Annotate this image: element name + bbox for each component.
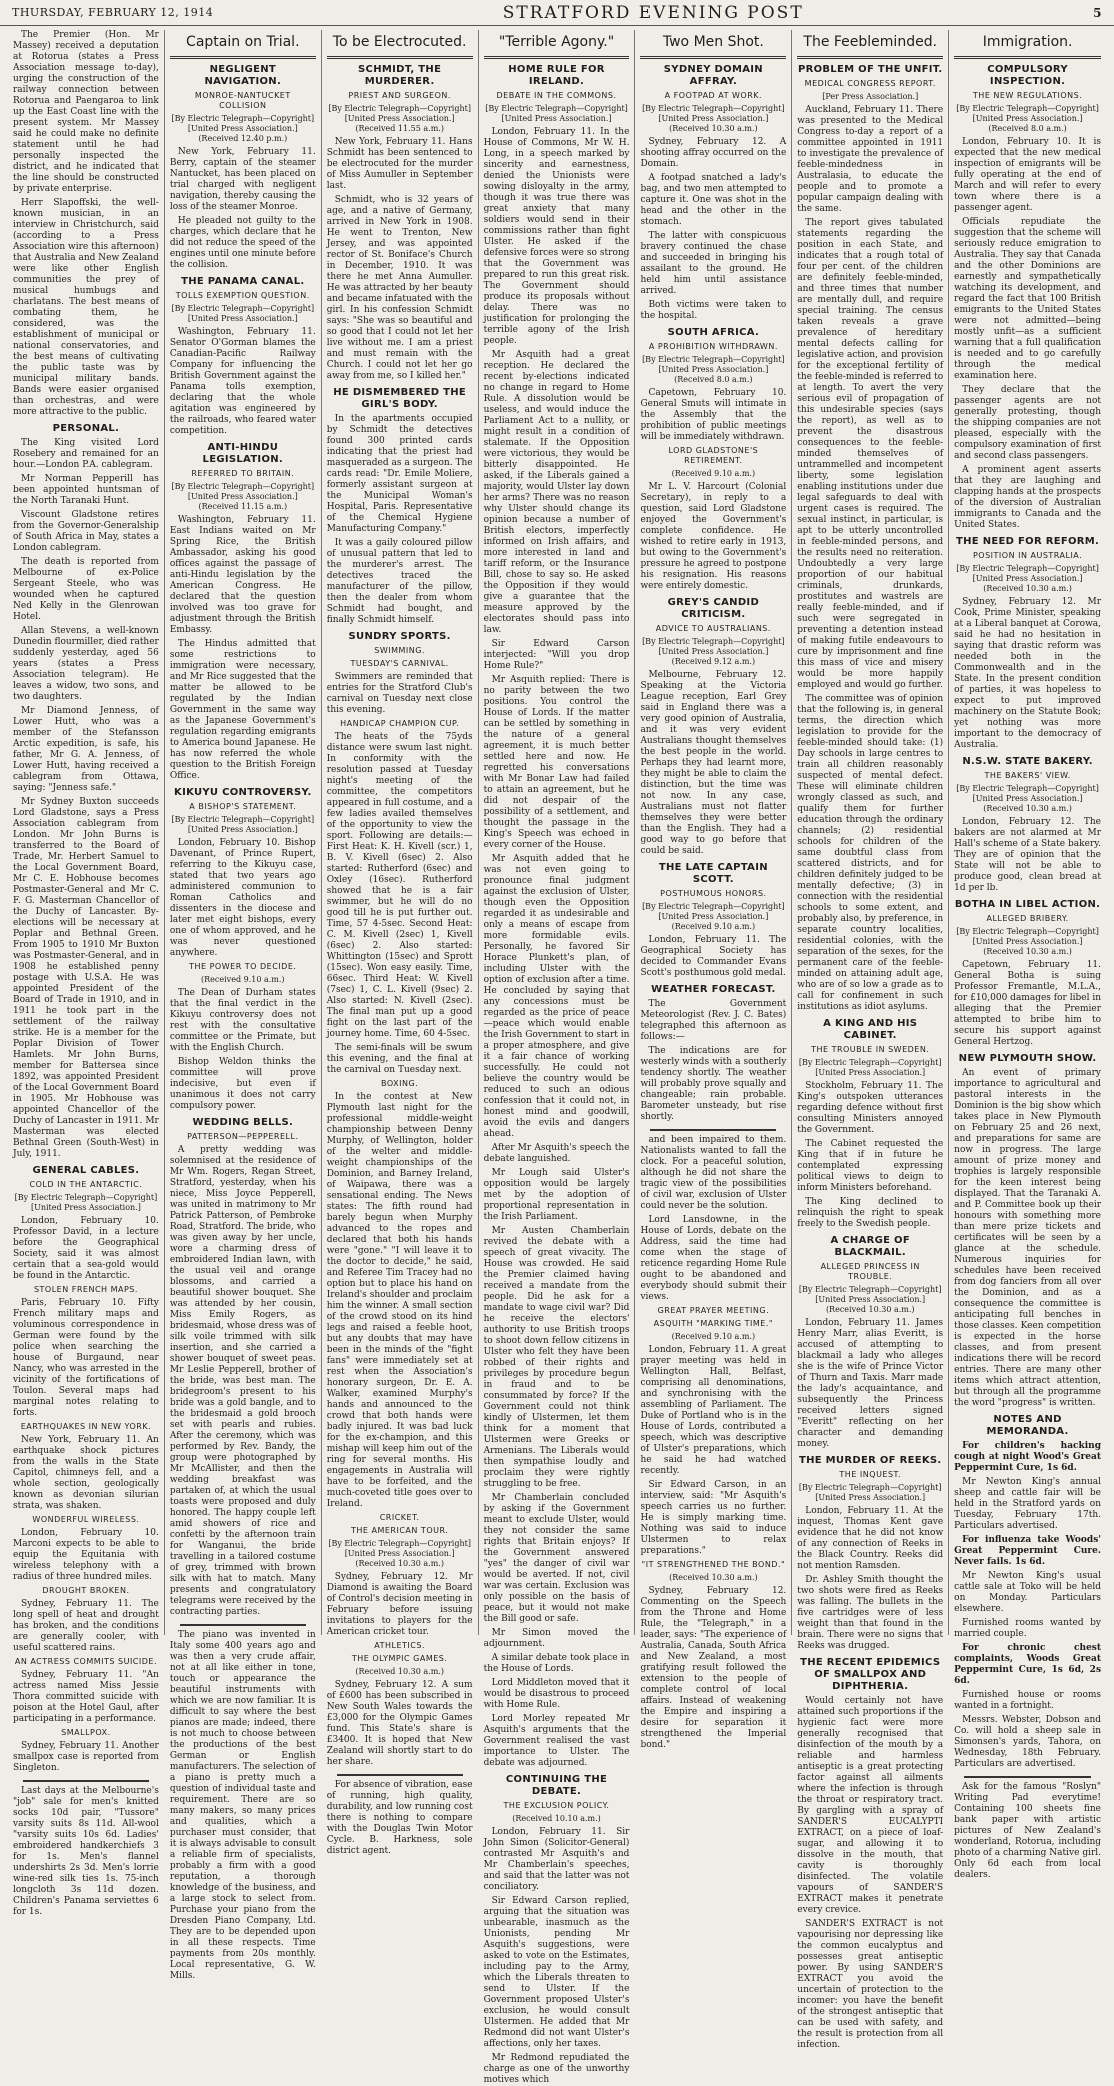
wire-credit: [By Electric Telegraph—Copyright] [United Press Association.] (Received 10.30 a.m.)	[956, 784, 1099, 813]
article-heading: SOUTH AFRICA.	[667, 327, 760, 338]
article-subheading: ALLEGED BRIBERY.	[986, 914, 1069, 923]
article-paragraph: Mr Austen Chamberlain revived the debate with a speech of great vivacity. The House was crowded. He said the Premier claimed having received a mandate from the people. Did he ask for a mandate to wage civil war? Did he receive the electors' authority to use British troops to shoot down fellow citizens in Ulster who felt they have been robbed of their rights and privileges by procedure begun in fraud and to be consummated by force? If the Government could not think kindly of Ulstermen, let them think for a moment that Ulstermen were Greeks or Armenians. The Liberals would then sympathise loudly and proclaim they were rightly struggling to be free.	[483, 1226, 630, 1489]
article-heading: NEGLIGENT NAVIGATION.	[204, 64, 282, 87]
article-paragraph: New York, February 11. Hans Schmidt has been sentenced to be electrocuted for the murder of Miss Aumuller in September last.	[326, 137, 473, 191]
wire-credit: [By Electric Telegraph—Copyright] [United Press Association.] (Received 9.12 a.m.)	[642, 637, 785, 666]
article-paragraph: Stockholm, February 11. The King's outspoken utterances regarding defence without first consulting Ministers annoyed the Government.	[797, 1081, 944, 1135]
wire-credit: [By Electric Telegraph—Copyright] [United Press Association.]	[798, 1058, 942, 1077]
article-paragraph: Sydney, February 12. A shooting affray occurred on the Domain.	[640, 137, 787, 169]
article-heading: THE RECENT EPIDEMICS OF SMALLPOX AND DIPHTHERIA.	[800, 1657, 941, 1692]
article-heading: N.S.W. STATE BAKERY.	[962, 756, 1093, 767]
divider	[964, 1776, 1091, 1778]
article-paragraph: Washington, February 11. East Indians waited on Mr Spring Rice, the British Ambassador, asking his good offices against the passage of anti-Hindu legislation by the American Congress. He declared that the question involved was too grave for adjustment through the British Embassy.	[169, 515, 316, 635]
column-headline: Captain on Trial.	[170, 30, 316, 59]
article-paragraph: For absence of vibration, ease of running, high quality, durability, and low running cost there is nothing to compare with the Douglas Twin Motor Cycle. B. Harkness, sole district agent.	[326, 1780, 473, 1856]
article-subheading: CRICKET.	[379, 1513, 420, 1522]
article-paragraph: A similar debate took place in the House of Lords.	[483, 1653, 630, 1674]
divider	[180, 1624, 306, 1626]
article-paragraph: For children's hacking cough at night Wood's Great Peppermint Cure, 1s 6d.	[954, 1441, 1102, 1473]
article-paragraph: Sydney, February 12. Mr Cook, Prime Minister, speaking at a Liberal banquet at Corowa, said he had no hesitation in saying that drastic reform was needed both in the Commonwealth and in the State. In the present condition of parties, it was hopeless to expect to put improved machinery on the Statute Book; yet nothing was more important to the democracy of Australia.	[954, 597, 1102, 750]
article-heading: HE DISMEMBERED THE GIRL'S BODY.	[333, 387, 467, 410]
article-heading: SYDNEY DOMAIN AFFRAY.	[663, 64, 763, 87]
article-paragraph: The Cabinet requested the King that if in future he contemplated expressing political views to deign to inform Ministers beforehand.	[797, 1139, 944, 1193]
article-paragraph: London, February 11. James Henry Marr, alias Everitt, is accused of attempting to blackmail a lady who alleges she is the wife of Prince Victor of Thurn and Taxis. Marr made the lady's acquaintance, and subsequently the Princess received letters signed "Everitt" reflecting on her character and demanding money.	[797, 1318, 944, 1449]
article-paragraph: Sydney, February 12. Commenting on the Speech from the Throne and Home Rule, the "Telegraph," in a leader, says: "The experience of Australia, Canada, South Africa and New Zealand, a most gratifying result followed the extension to the people of complete control of local affairs. Instead of weakening the Empire and inspiring a desire for separation it strengthened the Imperial bond."	[640, 1586, 787, 1750]
article-subheading: PATTERSON—PEPPERELL.	[187, 1132, 299, 1141]
column-7	[949, 30, 1106, 1880]
article-paragraph: London, February 10. Bishop Davenant, of Prince Rupert, referring to the Kikuyu case, stated that two years ago administered communion to Roman Catholics and dissenters in the diocese and later met eight bishops, every one of whom approved, and he was never questioned anywhere.	[169, 838, 316, 958]
article-subheading: WONDERFUL WIRELESS.	[32, 1515, 140, 1524]
article-paragraph: Sydney, February 12. Mr Diamond is awaiting the Board of Control's decision meeting in February before issuing invitations to players for the American cricket tour.	[326, 1572, 473, 1637]
article-paragraph: Capetown, February 10. General Smuts will intimate in the Assembly that the prohibition of public meetings will be immediately withdrawn.	[640, 388, 787, 442]
article-paragraph: Sydney, February 11. "An actress named Miss Jessie Thora committed suicide with poison at the Hotel Gaul, after participating in a performance.	[13, 1670, 159, 1724]
article-heading: WEATHER FORECAST.	[651, 984, 776, 995]
article-paragraph: The indications are for westerly winds with a southerly tendency shortly. The weather will probably prove squally and changeable; rain probable. Barometer unsteady, but rise shortly.	[640, 1046, 787, 1122]
article-subheading: STOLEN FRENCH MAPS.	[33, 1285, 138, 1294]
article-paragraph: Melbourne, February 12. Speaking at the Victoria League reception, Earl Grey said in England there was a very good opinion of Australia, and it was very evident Australians thought themselves the best people in the world. Perhaps they had learnt more, they might be able to claim the distinction, but the time was not now. In any case, Australians must not flatter themselves they were better than the English. They had a good way to go before that could be said.	[640, 670, 787, 856]
article-paragraph: The Premier (Hon. Mr Massey) received a deputation at Rotorua (states a Press Association message to-day), urging the construction of the railway connection between Rotorua and Paengaroa to link up the East Coast line with the present system. Mr Massey said he could make no definite statement until he had personally inspected the district, and he indicated that the line should be constructed by private enterprise.	[13, 30, 159, 194]
article-subheading: A FOOTPAD AT WORK.	[664, 91, 763, 100]
wire-credit: [By Electric Telegraph—Copyright] [United Press Association.] (Received 10.30 a.m.)	[642, 104, 785, 133]
article-paragraph: The Government Meteorologist (Rev. J. C. Bates) telegraphed this afternoon as follows:—	[640, 999, 787, 1042]
article-subheading: MONROE-NANTUCKET COLLISION	[194, 91, 291, 110]
article-subheading: EARTHQUAKES IN NEW YORK.	[20, 1422, 152, 1431]
article-paragraph: Last days at the Melbourne's "job" sale for men's knitted socks 10d pair, "Tussore" varsity suits 8s 11d. All-wool "varsity suits 10s 6d. Ladies' embroidered handkerchiefs 3 for 1s. Men's flannel undershirts 2s 3d. Men's lorrie wine-red silk ties 1s. 75-inch longcloth 3s 11d dozen. Children's Panama serviettes 6 for 1s.	[13, 1786, 159, 1917]
article-paragraph: Lord Middleton moved that it would be disastrous to proceed with Home Rule.	[483, 1678, 630, 1710]
article-heading: PERSONAL.	[52, 423, 120, 434]
article-subheading: DROUGHT BROKEN.	[42, 1586, 130, 1595]
article-paragraph: A pretty wedding was solemnised at the residence of Mr Wm. Rogers, Regan Street, Stratford, yesterday, when his niece, Miss Joyce Pepperell, was united in matrimony to Mr Patrick Patterson, of Pembroke Road, Stratford. The bride, who was given away by her uncle, wore a charming dress of embroidered Indian lawn, with the usual veil and orange blossoms, and carried a beautiful shower bouquet. She was attended by her cousin, Miss Emily Rogers, as bridesmaid, whose dress was of silk voile trimmed with silk insertion, and she carried a shower bouquet of sweet peas. Mr Leslie Pepperell, brother of the bride, was best man. The bridegroom's present to his bride was a gold bangle, and to the bridesmaid a gold brooch set with pearls and rubies. After the ceremony, which was performed by Rev. Bandy, the group were photographed by Mr McAllister, and then the wedding breakfast was partaken of, at which the usual toasts were proposed and duly honored. The happy couple left amid showers of rice and confetti by the afternoon train for Wanganui, the bride travelling in a tailored costume of grey, trimmed with brown silk with hat to match. Many presents and congratulatory telegrams were received by the contracting parties.	[169, 1145, 316, 1617]
article-paragraph: An event of primary importance to agricultural and pastoral interests in the Dominion is the big show which takes place in New Plymouth on February 25 and 26 next, and preparations for same are now in progress. The large amount of prize money and trophies is largely responsible for the keen interest being displayed. That the Taranaki A. and P. Committee book up their honours with something more than mere prize tickets and certificates will be seen by a glance at the schedule. Numerous inquiries for schedules have been received from dog fanciers from all over the Dominion, and as a consequence the committee is anticipating full benches in those classes. Keen competition is expected in the horse classes, and from present indications there will be record entries. There are many other items which attract attention, but through all the programme the word "progress" is written.	[954, 1068, 1102, 1408]
columns-container	[8, 30, 1106, 2085]
column-2	[165, 30, 322, 1981]
article-paragraph: Mr Chamberlain concluded by asking if the Government meant to exclude Ulster, would they not consider the same rights that Britain enjoys? If the Government answered "yes" the danger of civil war would be averted. If not, civil war was certain. Exclusion was only possible on the basis of peace, but it would not make the Bill good or safe.	[483, 1493, 630, 1624]
article-paragraph: Mr Asquith replied: There is no parity between the two positions. You control the House of Lords. If the matter can be settled by something in the nature of a general agreement, it is much better settled here and now. He regretted his conversations with Mr Bonar Law had failed to attain an agreement, but he did not despair of the possibility of a settlement, and thought the passage in the King's Speech was echoed in every corner of the House.	[483, 675, 630, 850]
divider	[650, 1129, 776, 1131]
column-headline: "Terrible Agony."	[484, 30, 630, 59]
article-paragraph: London, February 10. It is expected that the new medical inspection of emigrants will be fully operating at the end of March and will refer to every town where there is a passenger agent.	[954, 137, 1102, 213]
article-paragraph: Sydney, February 11. Another smallpox case is reported from Singleton.	[13, 1741, 159, 1773]
article-subheading: ATHLETICS.	[374, 1641, 425, 1650]
wire-credit: [By Electric Telegraph—Copyright] [United Press Association.]	[798, 1483, 942, 1502]
article-paragraph: Mr Newton King's annual sheep and cattle fair will be held in the Stratford yards on Tuesday, February 17th. Particulars advertised.	[954, 1477, 1102, 1531]
article-paragraph: A prominent agent asserts that they are laughing and clapping hands at the prospects of the diversion of Australian immigrants to Canada and the United States.	[954, 465, 1102, 530]
article-subheading: PRIEST AND SURGEON.	[348, 91, 451, 100]
wire-credit: [By Electric Telegraph—Copyright] [United Press Association.] (Received 9.10 a.m.)	[642, 902, 785, 931]
article-paragraph: Sydney, February 12. A sum of £600 has been subscribed in New South Wales towards the £3,000 for the Olympic Games fund. This State's share is £3400. It is hoped that New Zealand will shortly start to do her share.	[326, 1680, 473, 1767]
article-paragraph: Mr Lough said Ulster's opposition would be largely met by the adoption of proportional representation in the Irish Parliament.	[483, 1168, 630, 1222]
article-paragraph: Lord Lansdowne, in the House of Lords, debate on the Address, said the time had come when the stage of reticence regarding Home Rule ought to be abandoned and everybody should submit their views.	[640, 1215, 787, 1302]
article-heading: HOME RULE FOR IRELAND.	[508, 64, 605, 87]
article-subheading: GREAT PRAYER MEETING.	[657, 1306, 770, 1315]
article-heading: ANTI-HINDU LEGISLATION.	[202, 442, 284, 465]
article-paragraph: Sir Edward Carson interjected: "Will you drop Home Rule?"	[483, 639, 630, 671]
article-subheading: POSITION IN AUSTRALIA.	[972, 551, 1083, 560]
article-paragraph: London, February 11. A great prayer meeting was held in Wellington Hall, Belfast, comprising all denominations, and synchronising with the assembling of Parliament. The Duke of Portland who is in the House of Lords, contributed a speech, which was descriptive of Ulster's preparations, which he said he had watched recently.	[640, 1345, 787, 1476]
column-headline: Two Men Shot.	[640, 30, 786, 59]
article-paragraph: A footpad snatched a lady's bag, and two men attempted to capture it. One was shot in the head and the other in the stomach.	[640, 173, 787, 227]
wire-credit: [By Electric Telegraph—Copyright] [United Press Association.] (Received 11.55 a.m.)	[328, 104, 471, 133]
article-subheading: THE NEW REGULATIONS.	[972, 91, 1083, 100]
article-paragraph: Herr Slapoffski, the well-known musician, in an interview in Christchurch, said (according to a Press Association wire this afternoon) that Australia and New Zealand were like other English communities the prey of musical humbugs and charlatans. The best means of combating them, he considered, was the establishment of municipal or national conservatories, and the best means of cultivating the public taste was by municipal military bands. Bands were easier organised than orchestras, and were more attractive to the public.	[13, 198, 159, 417]
article-subheading: THE BAKERS' VIEW.	[984, 771, 1071, 780]
article-paragraph: Bishop Weldon thinks the committee will prove indecisive, but even if unanimous it does not carry compulsory power.	[169, 1057, 316, 1111]
article-paragraph: After Mr Asquith's speech the debate languished.	[483, 1143, 630, 1164]
article-heading: THE LATE CAPTAIN SCOTT.	[658, 862, 768, 885]
article-heading: THE NEED FOR REFORM.	[956, 536, 1100, 547]
article-subheading: A BISHOP'S STATEMENT.	[189, 802, 297, 811]
wire-credit: (Received 9.10 a.m.)	[671, 1332, 756, 1341]
article-subheading: THE EXCLUSION POLICY.	[503, 1801, 610, 1810]
wire-credit: (Received 10.30 a.m.)	[355, 1667, 444, 1676]
article-paragraph: London, February 11. Sir John Simon (Solicitor-General) contrasted Mr Asquith's and Mr Chamberlain's speeches, and said that the latter was not conciliatory.	[483, 1827, 630, 1892]
wire-credit: [By Electric Telegraph—Copyright] [United Press Association.] (Received 10.30 a.m.)	[798, 1285, 942, 1314]
article-subheading: HANDICAP CHAMPION CUP.	[340, 719, 460, 728]
article-subheading: MEDICAL CONGRESS REPORT.	[804, 79, 936, 88]
wire-credit: [By Electric Telegraph—Copyright] [United Press Association.] (Received 8.0 a.m.)	[956, 104, 1099, 133]
column-1	[8, 30, 165, 1917]
column-headline: Immigration.	[954, 30, 1101, 59]
article-paragraph: London, February 11. At the inquest, Thomas Kent gave evidence that he did not know of any connection of Reeks in the Black Country. Reeks did not mention Ramsden.	[797, 1506, 944, 1571]
article-paragraph: Capetown, February 11. General Botha is suing Professor Fremantle, M.L.A., for £10,000 damages for libel in alleging that the Premier attempted to bribe him to secure his support against General Hertzog.	[954, 960, 1102, 1047]
column-4	[479, 30, 636, 2085]
article-paragraph: Lord Morley repeated Mr Asquith's arguments that the Government realised the vast importance to Ulster. The debate was adjourned.	[483, 1714, 630, 1768]
article-subheading: THE POWER TO DECIDE.	[189, 962, 297, 971]
divider	[23, 1780, 149, 1782]
article-heading: PROBLEM OF THE UNFIT.	[797, 64, 943, 75]
article-subheading: THE OLYMPIC GAMES.	[351, 1654, 448, 1663]
article-paragraph: For chronic chest complaints, Woods Great Peppermint Cure, 1s 6d, 2s 6d.	[954, 1643, 1102, 1686]
article-subheading: "IT STRENGTHENED THE BOND."	[641, 1560, 786, 1569]
article-paragraph: SANDER'S EXTRACT is not vapourising nor depressing like the common eucalyptus and possesses great antiseptic power. By using SANDER'S EXTRACT you avoid the uncertain of protection to the incomer: you have the benefit of the strongest antiseptic that can be used with safety, and the result is protection from all infection.	[797, 1919, 944, 2050]
wire-credit: (Received 9.10 a.m.)	[201, 975, 285, 984]
wire-credit: (Received 10.30 a.m.)	[669, 1573, 758, 1582]
article-heading: NEW PLYMOUTH SHOW.	[958, 1053, 1097, 1064]
article-subheading: BOXING.	[381, 1079, 419, 1088]
wire-credit: [By Electric Telegraph—Copyright] [United Press Association.]	[485, 104, 628, 123]
article-paragraph: Mr Redmond repudiated the charge as one of the unworthy motives which	[483, 2053, 630, 2085]
article-subheading: AN ACTRESS COMMITS SUICIDE.	[14, 1657, 158, 1666]
wire-credit: [By Electric Telegraph—Copyright] [United Press Association.] (Received 11.15 a.m.)	[171, 482, 315, 511]
article-paragraph: London, February 11. In the House of Commons, Mr W. H. Long, in a speech marked by sincerity and earnestness, denied the Unionists were sowing disloyalty in the army, though it was true there was great anxiety that many soldiers would send in their commissions rather than fight Ulster. He asked if the defensive forces were so strong that the Government was prepared to run this great risk. The Government should produce its proposals without delay. There was no justification for prolonging the terrible agony of the Irish people.	[483, 127, 630, 346]
article-paragraph: The King declined to relinquish the right to speak freely to the Swedish people.	[797, 1197, 944, 1229]
article-paragraph: Furnished house or rooms wanted in a fortnight.	[954, 1690, 1102, 1711]
article-paragraph: In the contest at New Plymouth last night for the professional middle-weight championship between Denny Murphy, of Wellington, holder of the welter and middle-weight championships of the Dominion, and Barney Ireland, of Waipawa, there was a sensational ending. The News states: The fifth round had barely begun when Murphy advanced to the ropes and declared that both his hands were "gone." "I will leave it to the doctor to decide," he said, and Referee Tim Tracey had no option but to place his hand on Ireland's shoulder and proclaim him the winner. A small section of the crowd stood on its hind legs and raised a feeble hoot, but any doubts that may have been in the minds of the "fight fans" were immediately set at rest when the Association's honorary surgeon, Dr. E. A. Walker, examined Murphy's hands and announced to the crowd that both hands were badly injured. It was bad luck for the ex-champion, and this mishap will keep him out of the ring for several months. His engagements in Australia will have to be forfeited, and the much-coveted title goes over to Ireland.	[326, 1092, 473, 1509]
article-paragraph: Mr Asquith added that he was not even going to pronounce final judgment against the exclusion of Ulster, though even the Opposition regarded it as undesirable and only a means of escape from more formidable evils. Personally, he favored Sir Horace Plunkett's plan, of including Ulster with the option of exclusion after a time. He concluded by saying that any concessions must be regarded as the price of peace—peace which would enable the Irish Government to start in a proper atmosphere, and give it a fair chance of working successfully. He could not believe the country would be reduced to such an odious confession that it could not, in honest mind and goodwill, avoid the evils and dangers ahead.	[483, 854, 630, 1139]
wire-credit: (Received 9.10 a.m.)	[671, 469, 756, 478]
wire-credit: [By Electric Telegraph—Copyright] [United Press Association.]	[171, 815, 315, 834]
article-paragraph: Sir Edward Carson replied, arguing that the situation was unbearable, inasmuch as the Unionists, pending Mr Asquith's suggestions, were asked to vote on the Estimates, including pay to the Army, which the Liberals threaten to send to Ulster. If the Government proposed Ulster's exclusion, he would consult Ulstermen. He added that Mr Redmond did not want Ulster's affections, only her taxes.	[483, 1896, 630, 2049]
article-paragraph: The committee was of opinion that the following is, in general terms, the direction which legislation to provide for the feeble-minded should take: (1) Day schools in large centres to train all children reasonably suspected of mental defect. These will eliminate children wrongly classed as such, and qualify them for further education through the ordinary channels; (2) residential schools for children of the same doubtful class from scattered districts, and for children definitely judged to be mentally defective; (3) in connection with the residential schools to some extent, and probably also, by preference, in separate country localities, residential colonies, with the separation of the sexes, for the permanent care of the feeble-minded on attaining adult age, who are of so low a grade as to call for confinement in such institutions as idiot asylums.	[797, 694, 944, 1012]
article-paragraph: Allan Stevens, a well-known Dunedin flourmiller, died rather suddenly yesterday, aged 56 years (states a Press Association telegram). He leaves a widow, two sons, and two daughters.	[13, 626, 159, 702]
article-paragraph: Mr Simon moved the adjournment.	[483, 1628, 630, 1649]
article-paragraph: Mr Asquith had a great reception. He declared the recent by-elections indicated no change in regard to Home Rule. A dissolution would be useless, and would induce the Parliament Act to a nullity, or might result in a condition of stalemate. If the Opposition were victorious, they would be bitterly disappointed. He asked, if the Liberals gained a majority, would Ulster lay down her arms? There was no reason why Ulster should change its opinion because a number of British electors, imperfectly informed on Irish affairs, and more interested in land and tariff reform, or the Insurance Bill, chose to say so. He asked the Opposition if they would give a guarantee that the measure approved by the electorates should pass into law.	[483, 350, 630, 635]
article-paragraph: Swimmers are reminded that entries for the Stratford Club's carnival on Tuesday next close this evening.	[326, 672, 473, 715]
article-paragraph: For influenza take Woods' Great Peppermint Cure. Never fails. 1s 6d.	[954, 1535, 1102, 1567]
wire-credit: (Received 10.10 a.m.)	[512, 1814, 601, 1823]
article-subheading: THE AMERICAN TOUR.	[351, 1526, 449, 1535]
article-paragraph: In the apartments occupied by Schmidt the detectives found 300 printed cards indicating that the priest had masqueraded as a surgeon. The cards read: "Dr. Emile Moliere, formerly assistant surgeon at the Municipal Woman's Hospital, Paris. Representative of the Chemical Hygiene Manufacturing Company."	[326, 414, 473, 534]
wire-credit: [By Electric Telegraph—Copyright] [United Press Association.] (Received 10.30 a.m.)	[328, 1539, 471, 1568]
wire-credit: [By Electric Telegraph—Copyright] [United Press Association.] (Received 8.0 a.m.)	[642, 355, 785, 384]
article-paragraph: Officials repudiate the suggestion that the scheme will seriously reduce emigration to Australia. They say that Canada and the other Dominions are earnestly and sympathetically watching its development, and regard the fact that 100 British emigrants to the United States were not admitted—being mostly unfit—as a sufficient warning that a full qualification is needed and to go carefully through the medical examination here.	[954, 217, 1102, 381]
article-paragraph: Mr Sydney Buxton succeeds Lord Gladstone, says a Press Association cablegram from London. Mr John Burns is transferred to the Board of Trade, Mr. Herbert Samuel to the Local Government Board, Mr C. E. Hobhouse becomes Postmaster-General and Mr C. F. G. Masterman Chancellor of the Duchy of Lancaster. By-elections will be necessary at Poplar and Bethnal Green. From 1905 to 1910 Mr Buxton was Postmaster-General, and in 1908 he established penny postage with U.S.A. He was appointed President of the Board of Trade in 1910, and in 1911 he took part in the settlement of the railway strike. He is a member for the Poplar Division of Tower Hamlets. Mr John Burns, member for Battersea since 1892, was appointed President of the Local Government Board in 1905. Mr Hobhouse was appointed Chancellor of the Duchy of Lancaster in 1911. Mr Masterman was elected Bethnal Green (South-West) in July, 1911.	[13, 797, 159, 1159]
masthead-date: THURSDAY, FEBRUARY 12, 1914	[12, 6, 214, 19]
article-heading: WEDDING BELLS.	[192, 1117, 294, 1128]
article-paragraph: It was a gaily coloured pillow of unusual pattern that led to the murderer's arrest. The detectives traced the manufacturer of the pillow, then the dealer from whom Schmidt had bought, and finally Schmidt himself.	[326, 538, 473, 625]
article-paragraph: The latter with conspicuous bravery continued the chase and succeeded in bringing his assailant to the ground. He held him until assistance arrived.	[640, 231, 787, 296]
article-subheading: REFERRED TO BRITAIN.	[191, 469, 295, 478]
article-paragraph: Mr Norman Pepperill has been appointed huntsman of the North Taranaki Hunt.	[13, 474, 159, 506]
article-paragraph: Sydney, February 11. The long spell of heat and drought has broken, and the conditions are generally cooler, with useful scattered rains.	[13, 1599, 159, 1653]
article-paragraph: New York, February 11. An earthquake shock pictures from the walls in the State Capitol, chimneys fell, and a whole section, geologically known as devonian silurian strata, was shaken.	[13, 1435, 159, 1511]
article-heading: SCHMIDT, THE MURDERER.	[358, 64, 442, 87]
masthead	[0, 0, 1114, 26]
article-paragraph: Ask for the famous "Roslyn" Writing Pad everytime! Containing 100 sheets fine bank paper with artistic pictures of New Zealand's wonderland, Rotorua, including photo of a charming Native girl. Only 6d each from local dealers.	[954, 1782, 1102, 1880]
article-paragraph: The piano was invented in Italy some 400 years ago and was then a very crude affair, not at all like either in tone, touch or appearance the beautiful instruments with which we are now familiar. It is difficult to say where the best pianos are made; indeed, there is not much to choose between the productions of the best German or English manufacturers. The selection of a piano is pretty much a question of individual taste and requirement. There are so many makers, so many prices and qualities, which a purchaser must consider, that it is always advisable to consult a reliable firm of specialists, probably a firm with a good reputation, a thorough knowledge of the business, and a large stock to select from. Purchase your piano from the Dresden Piano Company, Ltd. They are to be depended upon in all these respects. Time payments from 20s monthly. Local representative, G. W. Mills.	[169, 1630, 316, 1981]
article-subheading: SWIMMING.	[374, 646, 426, 655]
article-paragraph: The semi-finals will be swum this evening, and the final at the carnival on Tuesday next.	[326, 1043, 473, 1075]
article-subheading: DEBATE IN THE COMMONS.	[496, 91, 617, 100]
wire-credit: [By Electric Telegraph—Copyright] [United Press Association.]	[171, 304, 315, 323]
article-paragraph: Dr. Ashley Smith thought the two shots were fired as Reeks was falling. The bullets in the five cartridges were of less weight than that found in the brain. There were no signs that Reeks was drugged.	[797, 1575, 944, 1651]
article-paragraph: London, February 11. The Geographical Society has decided to Commander Evans Scott's posthumous gold medal.	[640, 935, 787, 978]
article-paragraph: Auckland, February 11. There was presented to the Medical Congress to-day a report of a committee appointed in 1911 to investigate the prevalence of feeble-mindedness in Australasia, to educate the people and to promote a popular campaign dealing with the same.	[797, 105, 944, 214]
article-paragraph: The King visited Lord Rosebery and remained for an hour.—London P.A. cablegram.	[13, 438, 159, 470]
wire-credit: [By Electric Telegraph—Copyright] [United Press Association.] (Received 10.30 a.m.)	[956, 564, 1099, 593]
article-subheading: TOLLS EXEMPTION QUESTION.	[175, 291, 310, 300]
article-heading: GENERAL CABLES.	[32, 1165, 140, 1176]
article-subheading: ASQUITH "MARKING TIME."	[653, 1319, 774, 1328]
article-heading: THE MURDER OF REEKS.	[798, 1455, 942, 1466]
column-headline: The Feebleminded.	[797, 30, 943, 59]
article-paragraph: Washington, February 11. Senator O'Gorman blames the Canadian-Pacific Railway Company for influencing the British Government against the Panama tolls exemption, declaring that the whole agitation was engineered by the railroads, who feared water competition.	[169, 327, 316, 436]
article-subheading: LORD GLADSTONE'S RETIREMENT.	[668, 446, 759, 465]
article-heading: CONTINUING THE DEBATE.	[505, 1774, 608, 1797]
wire-credit: [By Electric Telegraph—Copyright] [United Press Association.] (Received 12.40 p.m.)	[171, 114, 315, 143]
article-paragraph: Mr Newton King's usual cattle sale at Toko will be held on Monday. Particulars elsewhere.	[954, 1571, 1102, 1614]
article-paragraph: Both victims were taken to the hospital.	[640, 300, 787, 321]
divider	[337, 1774, 463, 1776]
article-heading: A KING AND HIS CABINET.	[823, 1018, 918, 1041]
article-paragraph: Paris, February 10. Fifty French military maps and voluminous correspondence in German were found by the police when searching the house of Burgaund, near Nancy, who was arrested in the vicinity of the fortifications of Toulon. Several maps had marginal notes relating to forts.	[13, 1298, 159, 1418]
article-paragraph: London, February 10. Professor David, in a lecture before the Geographical Society, said it was almost certain that a sea-gold would be found in the Antarctic.	[13, 1216, 159, 1281]
article-subheading: THE TROUBLE IN SWEDEN.	[811, 1045, 930, 1054]
article-heading: KIKUYU CONTROVERSY.	[174, 787, 312, 798]
article-paragraph: Messrs. Webster, Dobson and Co. will hold a sheep sale in Simonsen's yards, Tahora, on Wednesday, 18th February. Particulars are advertised.	[954, 1715, 1102, 1769]
column-5	[635, 30, 792, 1750]
article-subheading: A PROHIBITION WITHDRAWN.	[648, 342, 778, 351]
article-paragraph: The Hindus admitted that some restrictions to immigration were necessary, and Mr Rice suggested that the matter be allowed to be regulated by the Indian Government in the same way as the Japanese Government's regulation regarding emigrants to America bound Japanese. He has now referred the whole question to the British Foreign Office.	[169, 639, 316, 781]
wire-credit: [By Electric Telegraph—Copyright] [United Press Association.] (Received 10.30 a.m.)	[956, 927, 1099, 956]
article-paragraph: The death is reported from Melbourne of ex-Police Sergeant Steele, who was wounded when he captured Ned Kelly in the Glenrowan Hotel.	[13, 557, 159, 622]
article-heading: THE PANAMA CANAL.	[181, 276, 305, 287]
article-paragraph: The report gives tabulated statements regarding the position in each State, and indicates that a rough total of four per cent. of the children are definitely feeble-minded, and three times that number are mentally dull, and require special training. The census taken reveals a grave prevalence of hereditary mental defects calling for legislative action, and provision for the exceptional fertility of the feeble-minded is referred to at length. To avert the very serious evil of propagation of this undesirable species (says the report), as well as to prevent the disastrous consequences to the feeble-minded themselves of untrammelled and incompetent liberty, some legislation enabling institutions under due legal safeguards to deal with urgent cases is required. The sexual instinct, in particular, is apt to be utterly uncontrolled in feeble-minded persons, and the results need no reiteration. Undoubtedly a very large proportion of our habitual criminals, drunkards, prostitutes and wastrels are really feeble-minded, and if such were segregated in preventing a detention instead of making futile endeavours to cure by imprisonment and fine this mass of vice and misery would be more happily employed and would go further.	[797, 218, 944, 690]
article-subheading: SMALLPOX.	[61, 1728, 111, 1737]
article-heading: NOTES AND MEMORANDA.	[986, 1414, 1069, 1437]
article-subheading: THE INQUEST.	[839, 1470, 902, 1479]
masthead-title: STRATFORD EVENING POST	[502, 2, 804, 23]
article-paragraph: Mr Diamond Jenness, of Lower Hutt, who was a member of the Stefansson Arctic expedition, is safe, his father, Mr G. A. Jenness, of Lower Hutt, having received a cablegram from Ottawa, saying: "Jenness safe."	[13, 706, 159, 793]
article-paragraph: The heats of the 75yds distance were swum last night. In conformity with the resolution passed at Tuesday night's meeting of the committee, the competitors appeared in full costume, and a few ladies availed themselves of the opportunity to view the sport. Following are details:—First Heat: K. H. Kivell (scr.) 1, B. V. Kivell (6sec) 2. Also started: Rutherford (6sec) and Oxley (16sec). Rutherford showed that he is a fair swimmer, but he will do no good till he is put further out. Time, 57 4-5sec. Second Heat: C. M. Kivell (2sec) 1, Kivell (6sec) 2. Also started: Whittington (15sec) and Sprott (15sec). Won easy easily. Time, 66sec. Third Heat: W. Kivell (7sec) 1, C. L. Kivell (9sec) 2. Also started: N. Kivell (2sec). The final man put up a good fight on the last part of the journey home. Time, 60 4-5sec.	[326, 732, 473, 1039]
column-6	[792, 30, 949, 2050]
article-paragraph: London, February 12. The bakers are not alarmed at Mr Hall's scheme of a State bakery. They are of opinion that the State will not be able to produce good, clean bread at 1d per lb.	[954, 817, 1102, 893]
article-subheading: ALLEGED PRINCESS IN TROUBLE.	[820, 1262, 920, 1281]
article-heading: A CHARGE OF BLACKMAIL.	[830, 1235, 910, 1258]
article-subheading: COLD IN THE ANTARCTIC.	[29, 1180, 143, 1189]
article-heading: SUNDRY SPORTS.	[348, 631, 451, 642]
page-number: 5	[1093, 5, 1102, 20]
column-headline: To be Electrocuted.	[327, 30, 473, 59]
wire-credit: [By Electric Telegraph—Copyright] [United Press Association.]	[14, 1193, 158, 1212]
article-paragraph: New York, February 11. Berry, captain of the steamer Nantucket, has been placed on trial charged with negligent navigation, thereby causing the loss of the steamer Monroe.	[169, 147, 316, 212]
article-paragraph: Mr L. V. Harcourt (Colonial Secretary), in reply to a question, said Lord Gladstone enjoyed the Government's complete confidence. He wished to retire early in 1913, but owing to the Government's pressure he agreed to postpone his resignation. His reasons were entirely domestic.	[640, 482, 787, 591]
article-paragraph: They declare that the passenger agents are not generally protesting, though the shipping companies are not pleased, especially with the compulsory examination of first and second class passengers.	[954, 385, 1102, 461]
article-paragraph: and been impaired to them. Nationalists wanted to fall the clock. For a peaceful solution, although he did not share the tragic view of the possibilities of civil war, exclusion of Ulster could never be the solution.	[640, 1135, 787, 1211]
article-heading: COMPULSORY INSPECTION.	[987, 64, 1068, 87]
article-paragraph: London, February 10. Marconi expects to be able to equip the Equitania with wireless telephony with a radius of three hundred miles.	[13, 1528, 159, 1582]
article-paragraph: Schmidt, who is 32 years of age, and a native of Germany, arrived in New York in 1908. He went to Trenton, New Jersey, and was appointed rector of St. Boniface's Church in December, 1910. It was there he met Anna Aumuller. He was attracted by her beauty and became infatuated with the girl. In his confession Schmidt says: "She was so beautiful and so good that I could not let her live without me. I am a priest and must remain with the Church. I could not let her go away from me, so I killed her."	[326, 195, 473, 381]
article-paragraph: He pleaded not guilty to the charges, which declare that he did not reduce the speed of the engines until one minute before the collision.	[169, 216, 316, 270]
article-subheading: ADVICE TO AUSTRALIANS.	[655, 624, 771, 633]
article-heading: GREY'S CANDID CRITICISM.	[667, 597, 760, 620]
article-heading: BOTHA IN LIBEL ACTION.	[954, 899, 1101, 910]
article-paragraph: Viscount Gladstone retires from the Governor-Generalship of South Africa in May, states a London cablegram.	[13, 510, 159, 553]
wire-credit: [Per Press Association.]	[822, 92, 919, 101]
article-subheading: TUESDAY'S CARNIVAL.	[350, 659, 449, 668]
column-3	[322, 30, 479, 1856]
article-paragraph: Would certainly not have attained such proportions if the hygienic fact were more generally recognised that disinfection of the mouth by a reliable and harmless antiseptic is a great protecting factor against all ailments where the infection is through the throat or respiratory tract. By gargling with a spray of SANDER'S EUCALYPTI EXTRACT, on a piece of loaf-sugar, and allowing it to dissolve in the mouth, that cavity is thoroughly disinfected. The volatile vapours of SANDER'S EXTRACT makes it penetrate every crevice.	[797, 1696, 944, 1915]
article-paragraph: Furnished rooms wanted by married couple.	[954, 1618, 1102, 1639]
article-subheading: POSTHUMOUS HONORS.	[660, 889, 767, 898]
article-paragraph: The Dean of Durham states that the final verdict in the Kikuyu controversy does not rest with the consultative committee or the Primate, but with the English Church.	[169, 988, 316, 1053]
article-paragraph: Sir Edward Carson, in an interview, said: "Mr Asquith's speech carries us no further. He is simply marking time. Nothing was said to induce Ulstermen to relax preparations."	[640, 1480, 787, 1556]
